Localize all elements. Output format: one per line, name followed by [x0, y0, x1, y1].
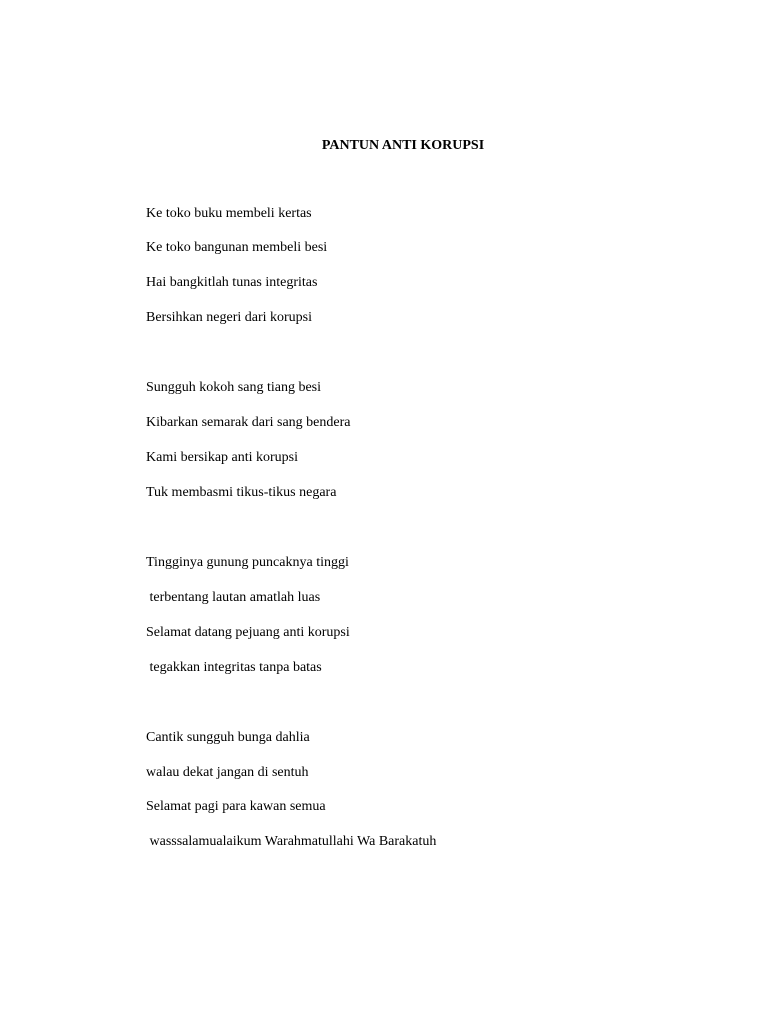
- stanza-2-line-2: Kibarkan semarak dari sang bendera: [146, 415, 351, 430]
- stanza-4-line-1: Cantik sungguh bunga dahlia: [146, 730, 310, 745]
- stanza-1-line-3: Hai bangkitlah tunas integritas: [146, 275, 318, 290]
- stanza-3-line-4: tegakkan integritas tanpa batas: [146, 660, 322, 675]
- stanza-2-line-1: Sungguh kokoh sang tiang besi: [146, 380, 321, 395]
- stanza-4-line-3: Selamat pagi para kawan semua: [146, 799, 326, 814]
- stanza-4-line-2: walau dekat jangan di sentuh: [146, 765, 309, 780]
- stanza-4-line-4: wasssalamualaikum Warahmatullahi Wa Barakatuh: [146, 834, 437, 849]
- stanza-1-line-1: Ke toko buku membeli kertas: [146, 206, 312, 221]
- stanza-3-line-1: Tingginya gunung puncaknya tinggi: [146, 555, 349, 570]
- stanza-2-line-4: Tuk membasmi tikus-tikus negara: [146, 485, 337, 500]
- document-title: PANTUN ANTI KORUPSI: [321, 138, 485, 153]
- stanza-3-line-2: terbentang lautan amatlah luas: [146, 590, 321, 605]
- stanza-1-line-4: Bersihkan negeri dari korupsi: [146, 310, 313, 325]
- stanza-2-line-3: Kami bersikap anti korupsi: [146, 450, 299, 465]
- stanza-3-line-3: Selamat datang pejuang anti korupsi: [146, 625, 350, 640]
- stanza-1-line-2: Ke toko bangunan membeli besi: [146, 240, 328, 255]
